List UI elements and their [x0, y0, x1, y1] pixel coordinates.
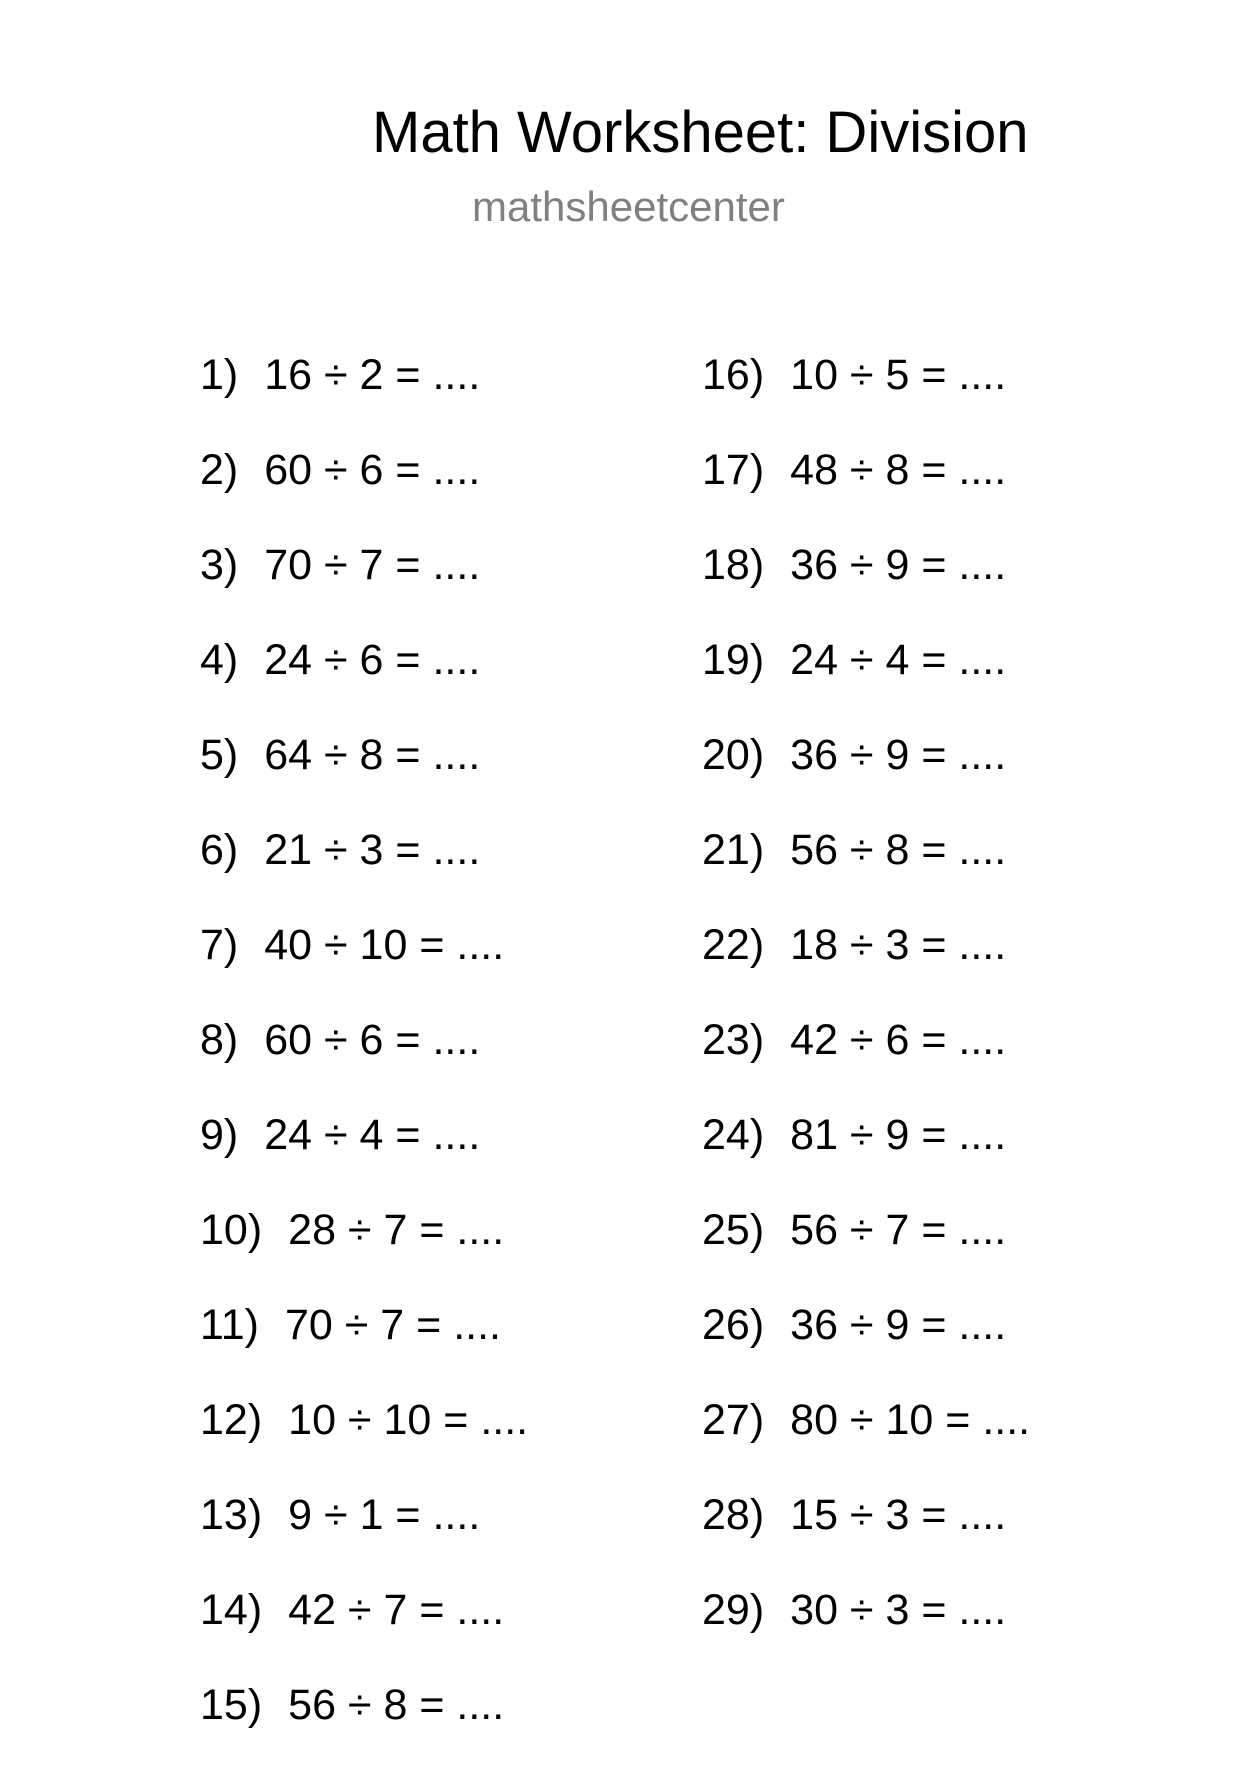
problem-number: 1) [200, 351, 239, 399]
problem-item [702, 915, 1030, 1010]
problem-expression: 42 ÷ 7 = .... [288, 1586, 505, 1634]
problem-expression: 18 ÷ 3 = .... [790, 921, 1007, 969]
problem-expression: 24 ÷ 4 = .... [264, 1111, 481, 1159]
problem-item [200, 915, 528, 1010]
problem-number: 10) [200, 1206, 263, 1254]
problem-number: 17) [702, 446, 765, 494]
problem-item [200, 1295, 528, 1390]
problem-expression: 64 ÷ 8 = .... [264, 731, 481, 779]
problem-item [200, 440, 528, 535]
problem-item [200, 1675, 528, 1770]
problem-expression: 9 ÷ 1 = .... [288, 1491, 481, 1539]
problem-expression: 28 ÷ 7 = .... [288, 1206, 505, 1254]
problem-number: 19) [702, 636, 765, 684]
problem-item [702, 1200, 1030, 1295]
problem-number: 16) [702, 351, 765, 399]
problem-number: 6) [200, 826, 239, 874]
problem-item [200, 630, 528, 725]
problem-item [702, 725, 1030, 820]
problem-number: 14) [200, 1586, 263, 1634]
problem-number: 3) [200, 541, 239, 589]
problem-expression: 70 ÷ 7 = .... [284, 1301, 501, 1349]
problem-expression: 21 ÷ 3 = .... [264, 826, 481, 874]
problem-expression: 80 ÷ 10 = .... [790, 1396, 1031, 1444]
problem-item [702, 1485, 1030, 1580]
problem-item [702, 1105, 1030, 1200]
problem-expression: 42 ÷ 6 = .... [790, 1016, 1007, 1064]
problem-item [200, 535, 528, 630]
problem-expression: 60 ÷ 6 = .... [264, 1016, 481, 1064]
problem-expression: 36 ÷ 9 = .... [790, 1301, 1007, 1349]
problem-item [702, 820, 1030, 915]
problem-number: 15) [200, 1681, 263, 1729]
problem-expression: 48 ÷ 8 = .... [790, 446, 1007, 494]
problem-number: 9) [200, 1111, 239, 1159]
problem-number: 12) [200, 1396, 263, 1444]
problem-number: 8) [200, 1016, 239, 1064]
problem-number: 4) [200, 636, 239, 684]
problem-item [702, 1010, 1030, 1105]
problem-item [702, 345, 1030, 440]
problem-number: 22) [702, 921, 765, 969]
problem-expression: 36 ÷ 9 = .... [790, 731, 1007, 779]
problem-column-left [200, 345, 528, 1770]
problem-number: 20) [702, 731, 765, 779]
problem-number: 18) [702, 541, 765, 589]
problem-number: 21) [702, 826, 765, 874]
page-title: Math Worksheet: Division [372, 100, 1029, 165]
problem-number: 26) [702, 1301, 765, 1349]
problem-expression: 40 ÷ 10 = .... [264, 921, 505, 969]
problem-expression: 24 ÷ 6 = .... [264, 636, 481, 684]
problem-item [200, 1105, 528, 1200]
problem-number: 23) [702, 1016, 765, 1064]
problem-number: 28) [702, 1491, 765, 1539]
problem-item [200, 820, 528, 915]
problem-expression: 70 ÷ 7 = .... [264, 541, 481, 589]
problem-item [200, 725, 528, 820]
problem-expression: 15 ÷ 3 = .... [790, 1491, 1007, 1539]
problem-number: 13) [200, 1491, 263, 1539]
problem-number: 2) [200, 446, 239, 494]
problem-expression: 56 ÷ 7 = .... [790, 1206, 1007, 1254]
page-subtitle: mathsheetcenter [472, 183, 785, 230]
problem-item [200, 1200, 528, 1295]
problem-item [200, 345, 528, 440]
problem-number: 7) [200, 921, 239, 969]
problem-item [702, 535, 1030, 630]
problem-expression: 60 ÷ 6 = .... [264, 446, 481, 494]
problem-item [200, 1580, 528, 1675]
problem-number: 5) [200, 731, 239, 779]
problem-item [702, 630, 1030, 725]
problem-expression: 10 ÷ 5 = .... [790, 351, 1007, 399]
problem-number: 24) [702, 1111, 765, 1159]
problem-item [200, 1390, 528, 1485]
problem-expression: 24 ÷ 4 = .... [790, 636, 1007, 684]
problem-expression: 81 ÷ 9 = .... [790, 1111, 1007, 1159]
problem-item [200, 1010, 528, 1105]
problem-expression: 10 ÷ 10 = .... [288, 1396, 529, 1444]
problem-expression: 16 ÷ 2 = .... [264, 351, 481, 399]
problem-expression: 56 ÷ 8 = .... [790, 826, 1007, 874]
problem-item [200, 1485, 528, 1580]
problem-number: 29) [702, 1586, 765, 1634]
problem-item [702, 440, 1030, 535]
problem-column-right [702, 345, 1030, 1675]
problem-item [702, 1295, 1030, 1390]
problem-expression: 36 ÷ 9 = .... [790, 541, 1007, 589]
problem-item [702, 1390, 1030, 1485]
problem-number: 27) [702, 1396, 765, 1444]
problem-item [702, 1580, 1030, 1675]
problem-number: 11) [200, 1301, 259, 1349]
problem-expression: 30 ÷ 3 = .... [790, 1586, 1007, 1634]
problem-number: 25) [702, 1206, 765, 1254]
problem-expression: 56 ÷ 8 = .... [288, 1681, 505, 1729]
